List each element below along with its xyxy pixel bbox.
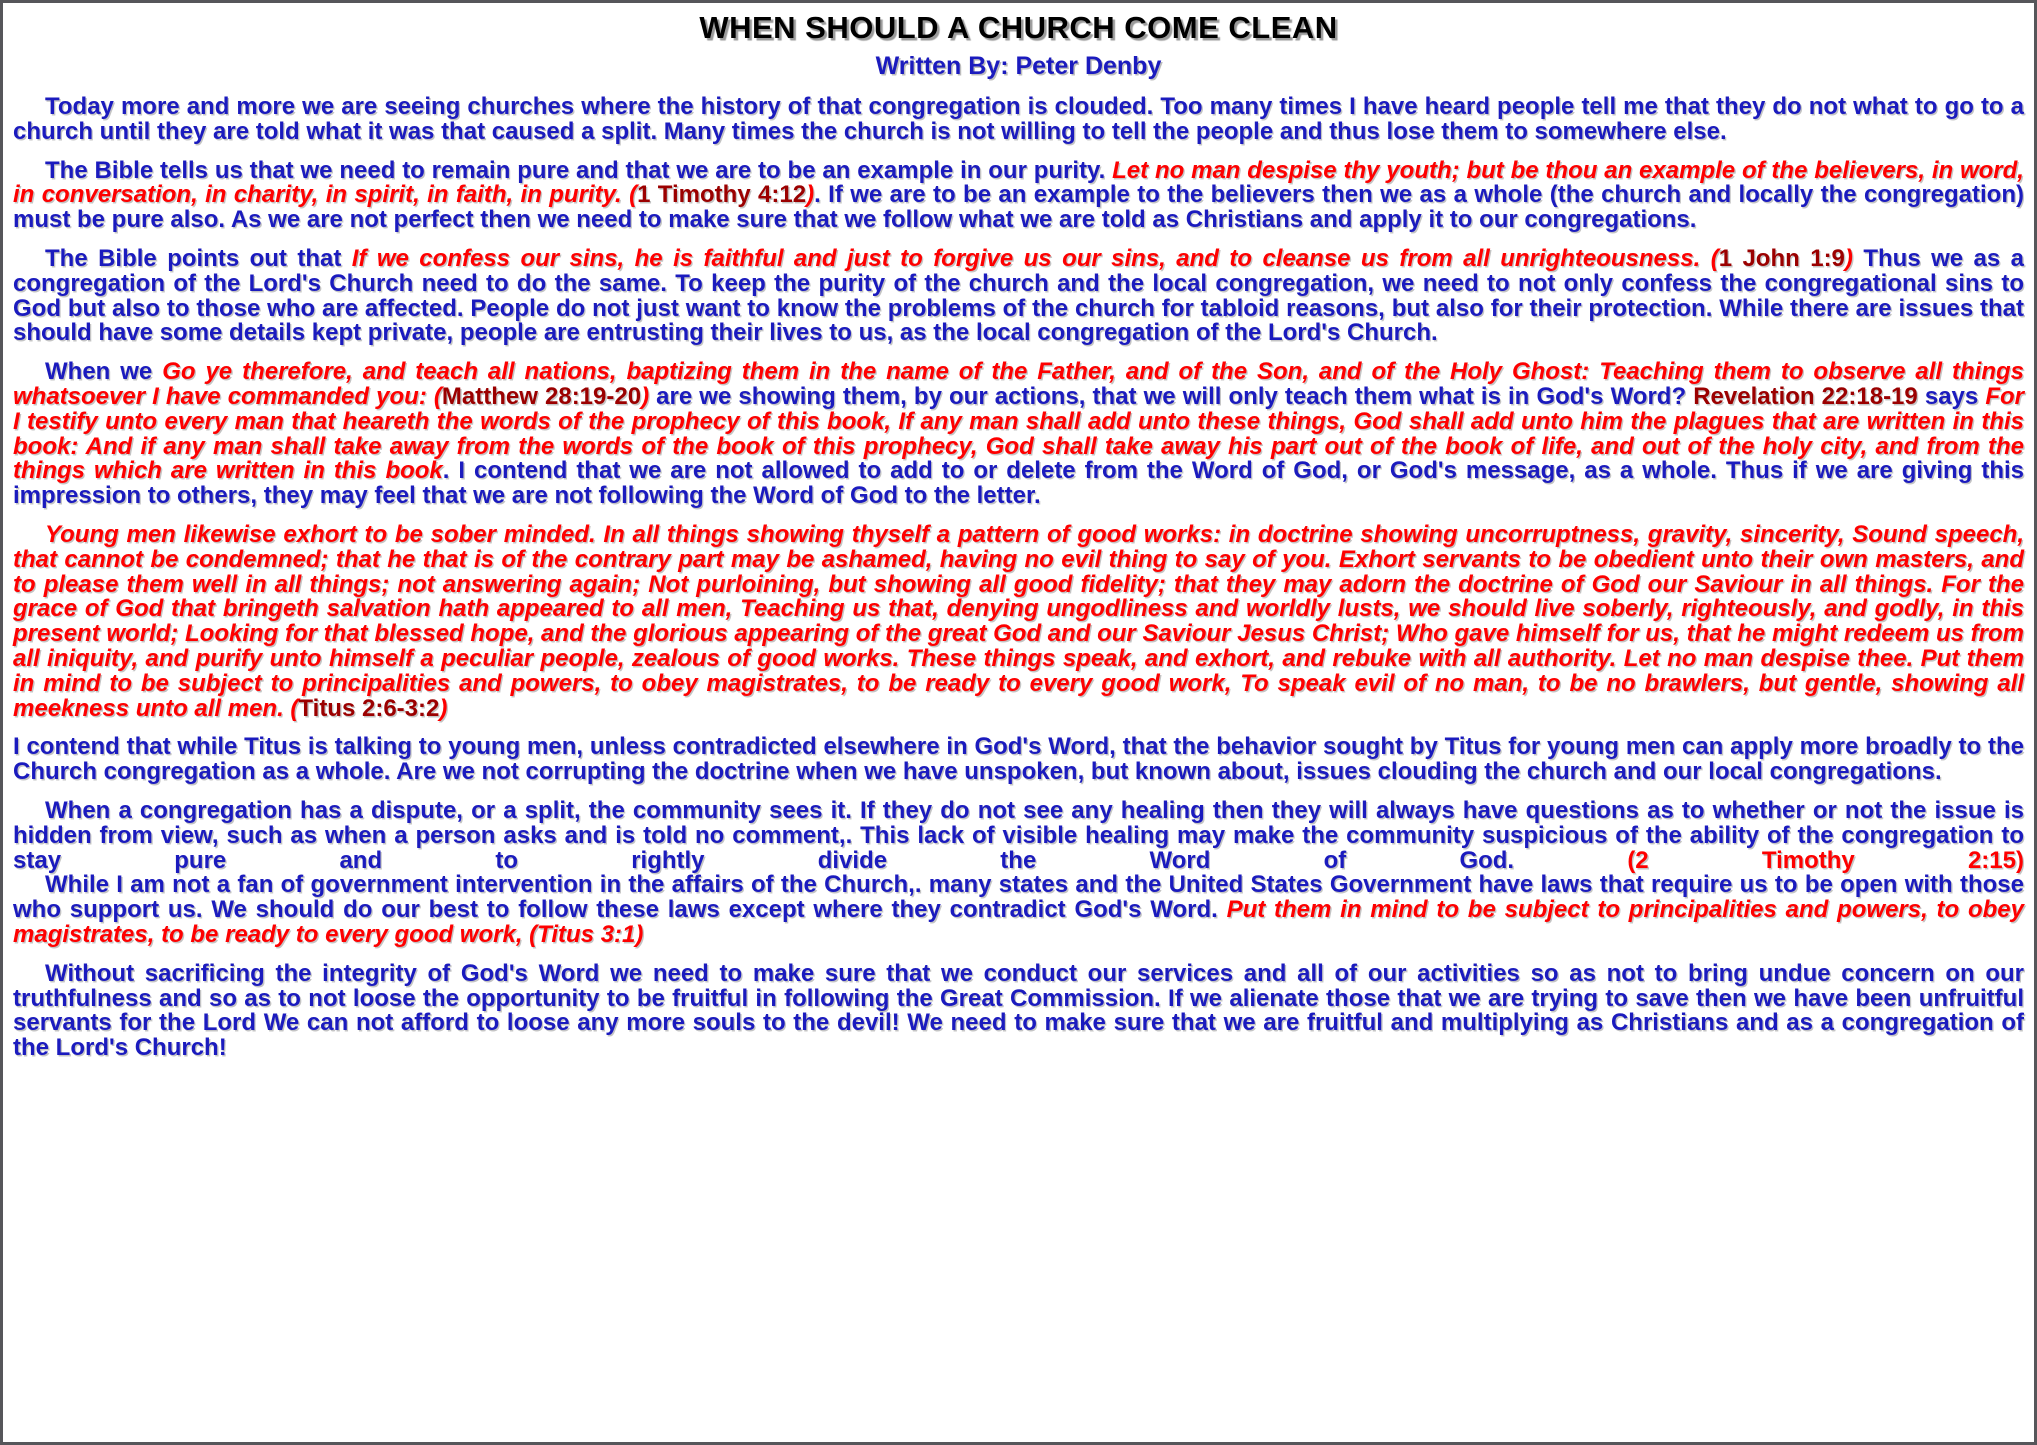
text-run: Revelation 22:18-19 (1693, 382, 1918, 410)
text-run: ) (641, 382, 650, 410)
paragraph (13, 796, 2024, 874)
text-run: I contend that while Titus is talking to young men, unless contradicted elsewhere in God's Word, that the behavior sought by Titus for young men can apply more broadly to the Church congregation as a whole. Are we not corrupting the doctrine when we have unspoken, but known about, issues clouding the church and our local congregations. (13, 733, 2024, 786)
paragraph (13, 360, 2024, 509)
text-run: ) (439, 694, 448, 722)
text-run: Without sacrificing the integrity of God's Word we need to make sure that we conduct our services and all of our activities so as not to bring undue concern on our truthfulness and so as to not loose the opportunity to be fruitful in following the Great Commission. If we alienate those that we are trying to save then we have been unfruitful servants for the Lord We can not afford to loose any more souls to the devil! We need to make sure that we are fruitful and multiplying as Christians and as a congregation of the Lord's Church! (13, 959, 2024, 1062)
text-run: . I contend that we are not allowed to add to or delete from the Word of God, or God's message, as a whole. Thus if we are giving this impression to others, they may feel that we are not following the Word of God to the letter. (13, 457, 2024, 510)
page-title: WHEN SHOULD A CHURCH COME CLEAN (699, 10, 1338, 45)
text-run: 1 Timothy 4:12 (637, 181, 807, 209)
text-run: While I am not a fan of government intervention in the affairs of the Church,. many states and the United States Government have laws that require us to be open with those who support us. We should do our best to follow these laws except where they contradict God's Word. (13, 871, 2024, 924)
text-run: When we (45, 358, 163, 386)
text-run: Young men likewise exhort to be sober minded. In all things showing thyself a pattern of good works: in doctrine showing uncorruptness, gravity, sincerity, Sound speech, that cannot be condemned; that he that is of the contrary part may be ashamed, having no evil thing to say of you. Exhort servants to be obedient unto their own masters, and to please them well in all things; not answering again; Not purloining, but showing all good fidelity; that they may adorn the doctrine of God our Saviour in all things. For the grace of God that bringeth salvation hath appeared to all men, Teaching us that, denying ungodliness and worldly lusts, we should live soberly, righteously, and godly, in this present world; Looking for that blessed hope, and the glorious appearing of the great God and our Saviour Jesus Christ; Who gave himself for us, that he might redeem us from all iniquity, and purify unto himself a peculiar people, zealous of good works. These things speak, and exhort, and rebuke with all authority. Let no man despise thee. Put them in mind to be subject to principalities and powers, to obey magistrates, to be ready to every good work, To speak evil of no man, to be no brawlers, but gentle, showing all meekness unto all men. ( (13, 520, 2024, 722)
text-run: Thus we as a congregation of the Lord's Church need to do the same. To keep the purity of the church and the local congregation, we need to not only confess the congregational sins to God but also to those who are affected. People do not just want to know the problems of the church for tabloid reasons, but also for their protection. While there are issues that should have some details kept private, people are entrusting their lives to us, as the local congregation of the Lord's Church. (13, 244, 2024, 347)
text-run: Put them in mind to be subject to principalities and powers, to obey magistrates, to be ready to every good work, (Titus 3:1) (13, 896, 2024, 948)
text-run: . If we are to be an example to the believers then we as a whole (the church and locally the congregation) must be pure also. As we are not perfect then we need to make sure that we follow what we are told as Christians and apply it to our congregations. (13, 181, 2024, 234)
text-run: are we showing them, by our actions, that we will only teach them what is in God's Word? (649, 382, 1694, 410)
paragraph (13, 156, 2024, 234)
text-run: 1 John 1:9 (1718, 244, 1845, 272)
paragraph (13, 244, 2024, 347)
text-run: For I testify unto every man that heareth the words of the prophecy of this book, If any man shall add unto these things, God shall add unto him the plagues that are written in this book: And if any man shall take away from the words of the book of this prophecy, God shall take away his part out of the book of life, and out of the holy city, and from the things which are written in this book (13, 382, 2025, 485)
text-run: Let no man despise thy youth; but be thou an example of the believers, in word, in conversation, in charity, in spirit, in faith, in purity. ( (13, 156, 2024, 209)
text-run: ) (1844, 244, 1853, 272)
paragraph (13, 520, 2024, 722)
text-run: (2 Timothy 2:15) (1627, 846, 2024, 874)
text-run: The Bible points out that (45, 244, 352, 272)
byline: Written By: Peter Denby (875, 52, 1162, 80)
text-run: Titus 2:6-3:2 (298, 694, 440, 722)
paragraph (13, 873, 2024, 947)
text-run: Go ye therefore, and teach all nations, baptizing them in the name of the Father, and of the Son, and of the Holy Ghost: Teaching them to observe all things whatsoever I have commanded you: ( (13, 358, 2025, 410)
paragraph (13, 959, 2024, 1062)
text-run: ) (806, 181, 815, 209)
text-run: When a congregation has a dispute, or a split, the community sees it. If they do not see any healing then they will always have questions as to whether or not the issue is hidden from view, such as when a person asks and is told no comment,. This lack of visible healing may make the community suspicious of the ability of the congregation to stay pure and to rightly divide the Word of God. (13, 796, 2024, 874)
paragraph (13, 735, 2024, 785)
document-body (13, 95, 2024, 1061)
text-run: Today more and more we are seeing churches where the history of that congregation is clouded. Too many times I have heard people tell me that they do not what to go to a church until they are told what it was that caused a split. Many times the church is not willing to tell the people and thus lose them to somewhere else. (13, 93, 2024, 145)
text-run: says (1917, 382, 1986, 410)
text-run: Matthew 28:19-20 (441, 382, 642, 410)
text-run: If we confess our sins, he is faithful and just to forgive us our sins, and to cleanse us from all unrighteousness. ( (351, 244, 1719, 272)
text-run: The Bible tells us that we need to remain pure and that we are to be an example in our purity. (45, 156, 1113, 184)
paragraph (13, 95, 2024, 145)
